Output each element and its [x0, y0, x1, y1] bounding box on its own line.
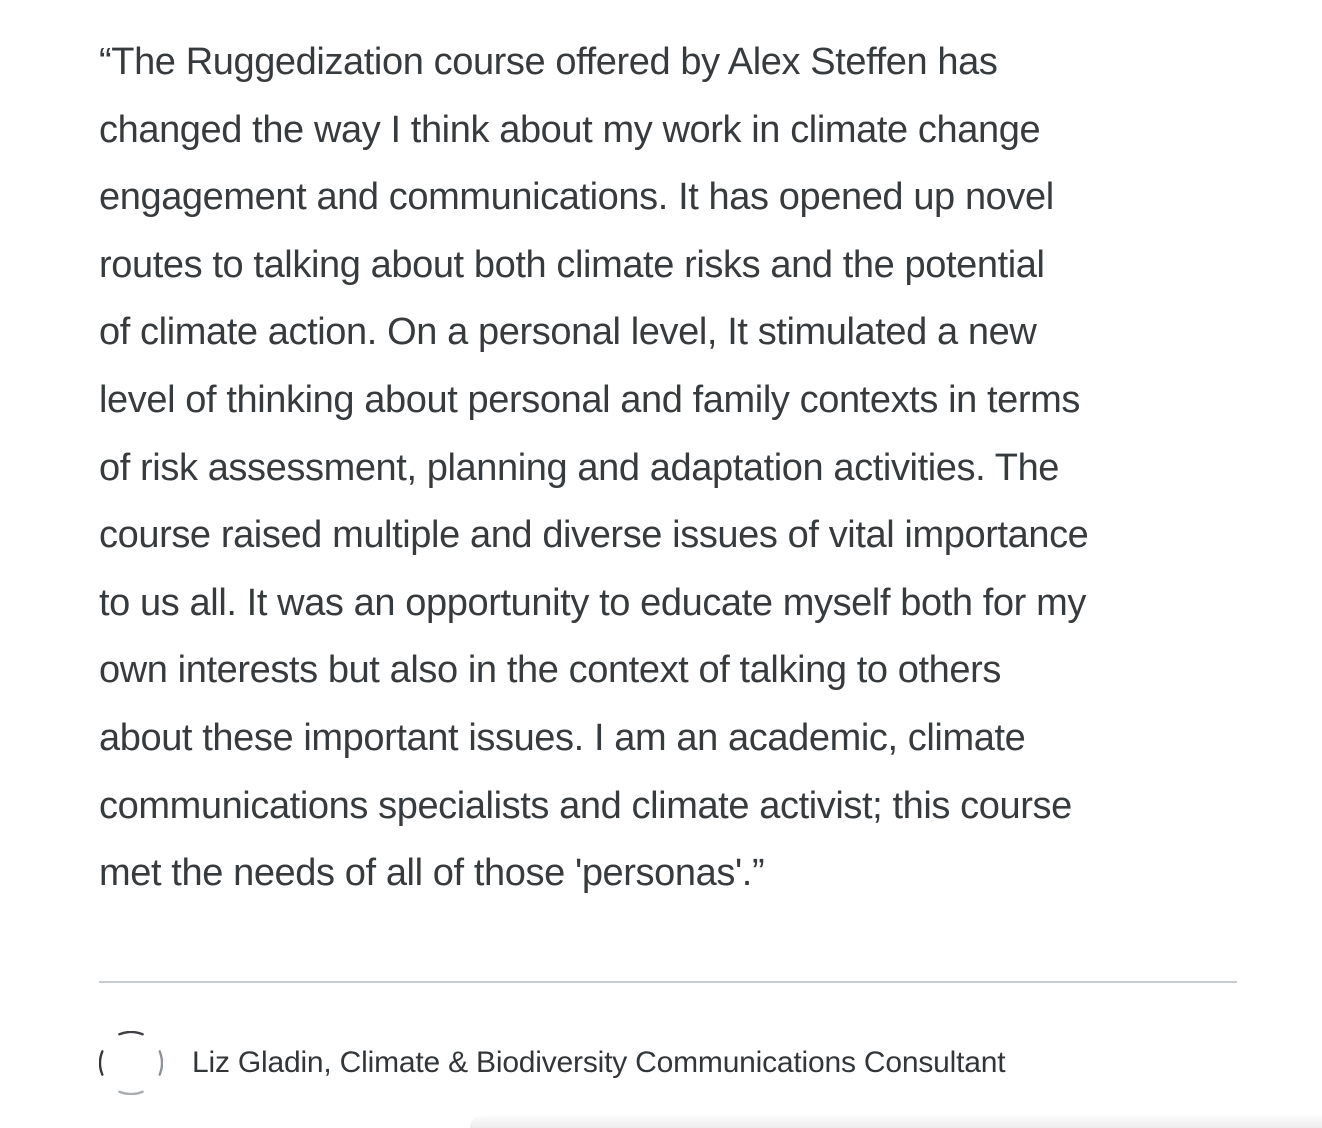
quote-line: about these important issues. I am an academic, climate [99, 716, 1026, 759]
quote-line: changed the way I think about my work in climate change [99, 108, 1041, 151]
avatar-placeholder-circle-icon [99, 1031, 163, 1095]
quote-line: level of thinking about personal and family contexts in terms [99, 378, 1081, 421]
quote-line: of climate action. On a personal level, It stimulated a new [99, 311, 1037, 354]
quote-line: engagement and communications. It has opened up novel [99, 176, 1054, 219]
quote-line: course raised multiple and diverse issues of vital importance [99, 514, 1089, 557]
quote-line: of risk assessment, planning and adaptation activities. The [99, 446, 1060, 489]
divider [99, 981, 1237, 983]
next-section-edge [470, 1115, 1322, 1128]
testimonial-quote [99, 29, 1249, 908]
quote-line: communications specialists and climate activist; this course [99, 784, 1072, 827]
quote-line: to us all. It was an opportunity to educate myself both for my [99, 581, 1086, 624]
attribution-row [99, 1031, 1005, 1095]
quote-line: routes to talking about both climate risks and the potential [99, 243, 1045, 286]
quote-line: own interests but also in the context of talking to others [99, 649, 1001, 692]
avatar [99, 1031, 163, 1095]
quote-line: met the needs of all of those 'personas'.” [99, 852, 765, 895]
quote-line: “The Ruggedization course offered by Alex Steffen has [99, 41, 998, 83]
attribution-text: Liz Gladin, Climate & Biodiversity Communications Consultant [192, 1046, 1006, 1079]
